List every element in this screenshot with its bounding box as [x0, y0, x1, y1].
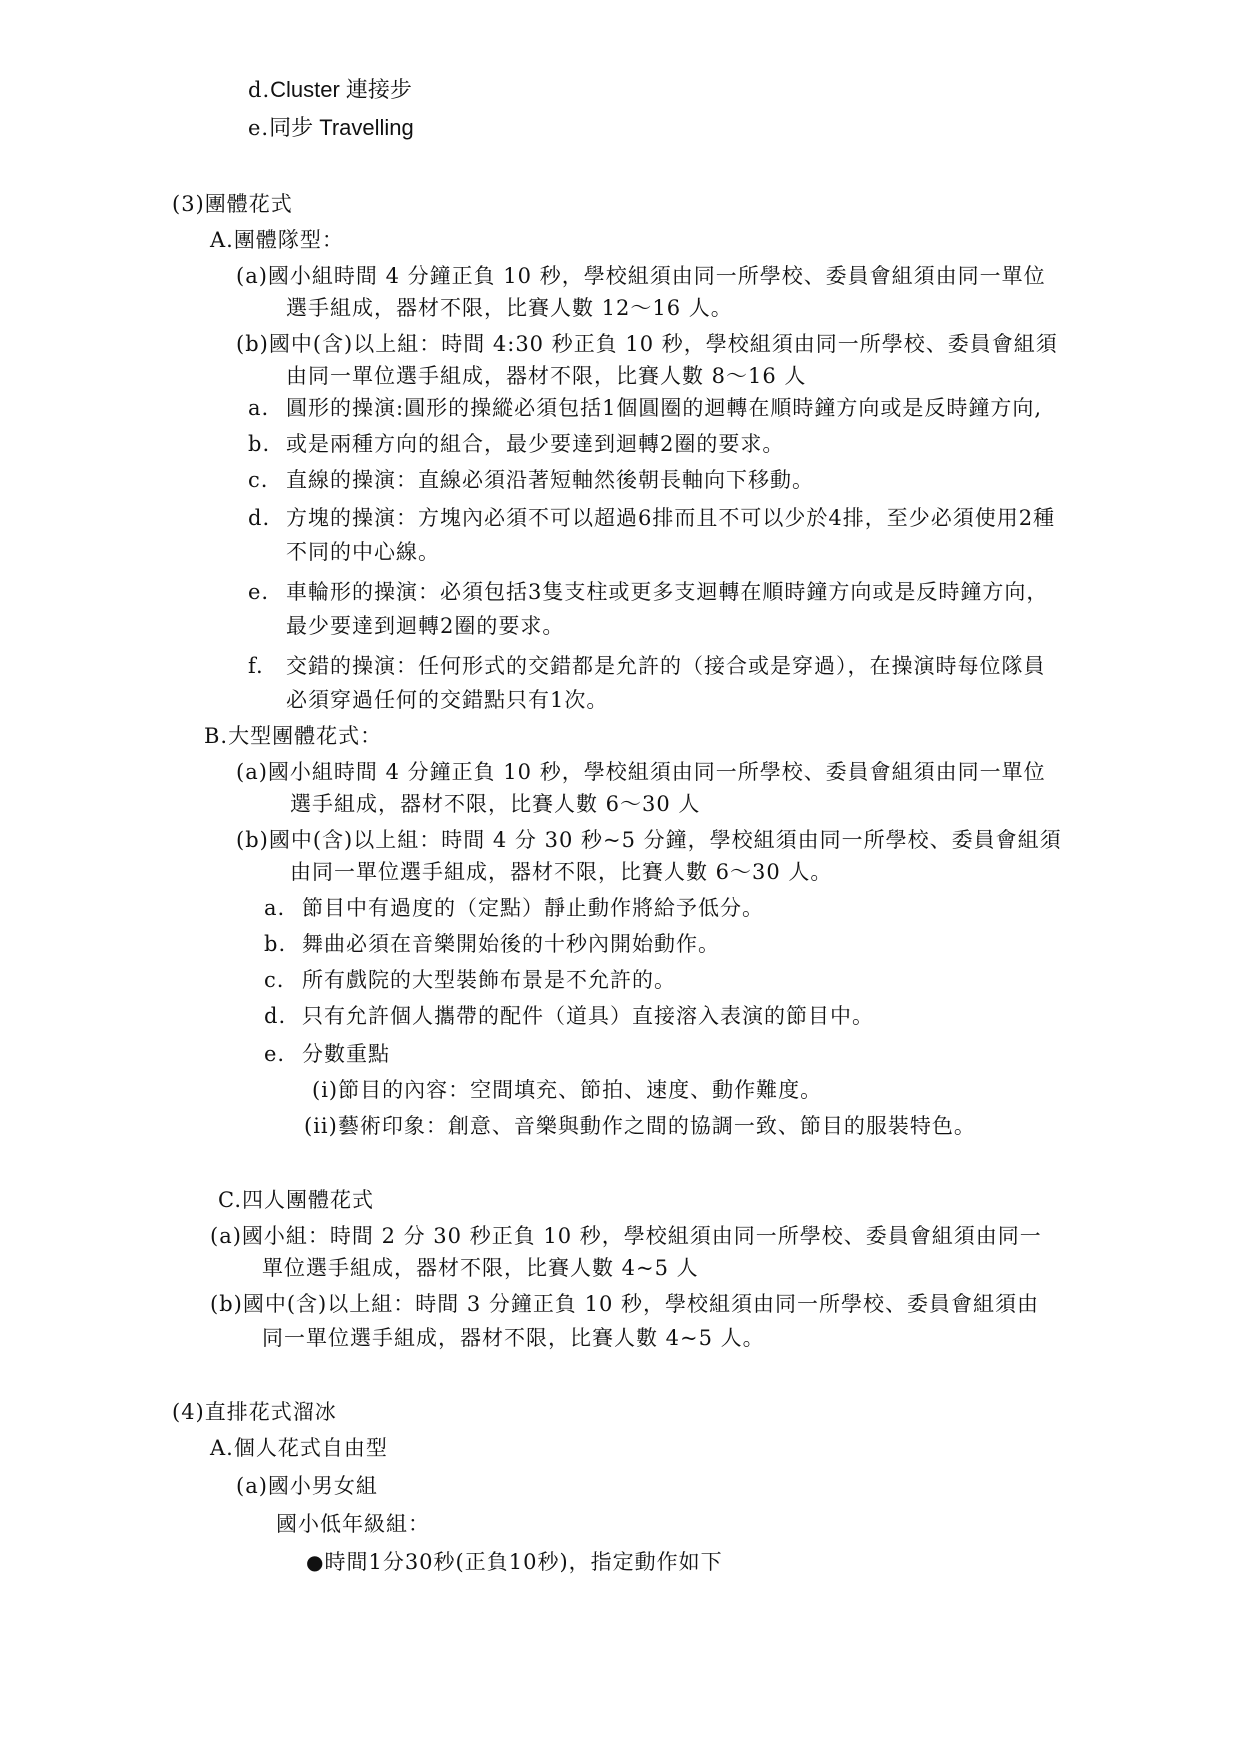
paragraph-line: 最少要達到迴轉2圈的要求。 [286, 614, 565, 638]
subsection-heading: A.個人花式自由型 [210, 1436, 388, 1460]
item-text: 直線的操演：直線必須沿著短軸然後朝長軸向下移動。 [286, 468, 814, 492]
item-marker: c. [248, 468, 269, 492]
list-item [248, 504, 1055, 532]
item-text: 方塊的操演：方塊內必須不可以超過6排而且不可以少於4排，至少必須使用2種 [286, 506, 1056, 530]
item-marker: e. [248, 116, 270, 140]
list-item [264, 1002, 874, 1030]
paragraph-line: (a)國小組時間 4 分鐘正負 10 秒，學校組須由同一所學校、委員會組須由同一單位 [236, 264, 1046, 288]
item-text: 只有允許個人攜帶的配件（道具）直接溶入表演的節目中。 [302, 1004, 874, 1028]
list-item [264, 930, 720, 958]
paragraph-line: 由同一單位選手組成，器材不限，比賽人數 8～16 人 [286, 364, 807, 388]
item-text: 車輪形的操演：必須包括3隻支柱或更多支迴轉在順時鐘方向或是反時鐘方向， [286, 580, 1049, 604]
item-text: 圓形的操演:圓形的操縱必須包括1個圓圈的迴轉在順時鐘方向或是反時鐘方向, [286, 396, 1043, 420]
item-marker: d. [248, 506, 271, 530]
list-item [264, 894, 764, 922]
paragraph-line: 同一單位選手組成，器材不限，比賽人數 4~5 人。 [262, 1326, 765, 1350]
item-marker: a. [264, 896, 286, 920]
list-item [248, 466, 814, 494]
list-item [248, 430, 784, 458]
item-marker: a. [248, 396, 270, 420]
paragraph-line: (b)國中(含)以上組：時間 4 分 30 秒~5 分鐘，學校組須由同一所學校、委員會組須 [236, 828, 1062, 852]
paragraph-line: (a)國小組：時間 2 分 30 秒正負 10 秒，學校組須由同一所學校、委員會組須由同一 [210, 1224, 1042, 1248]
list-item [248, 652, 1046, 680]
paragraph-line: 選手組成，器材不限，比賽人數 6～30 人 [290, 792, 701, 816]
item-marker: b. [248, 432, 271, 456]
item-marker: b. [264, 932, 287, 956]
paragraph-line: 選手組成，器材不限，比賽人數 12～16 人。 [286, 296, 733, 320]
paragraph-line: 國小低年級組： [276, 1512, 430, 1536]
list-item [306, 1548, 723, 1576]
item-text: 交錯的操演：任何形式的交錯都是允許的（接合或是穿過），在操演時每位隊員 [286, 654, 1046, 678]
paragraph-line: (b)國中(含)以上組：時間 3 分鐘正負 10 秒，學校組須由同一所學校、委員會組須由 [210, 1292, 1039, 1316]
item-marker: e. [264, 1042, 286, 1066]
item-marker: d. [264, 1004, 287, 1028]
list-item [248, 114, 414, 142]
paragraph-line: 不同的中心線。 [286, 540, 440, 564]
item-text: 或是兩種方向的組合，最少要達到迴轉2圈的要求。 [286, 432, 785, 456]
paragraph-line: (a)國小組時間 4 分鐘正負 10 秒，學校組須由同一所學校、委員會組須由同一單位 [236, 760, 1046, 784]
item-text: 節目中有過度的（定點）靜止動作將給予低分。 [302, 896, 764, 920]
item-text: 同步 Travelling [269, 115, 414, 140]
paragraph-line: 由同一單位選手組成，器材不限，比賽人數 6～30 人。 [290, 860, 833, 884]
section-heading: (4)直排花式溜冰 [172, 1400, 337, 1424]
item-text: 舞曲必須在音樂開始後的十秒內開始動作。 [302, 932, 720, 956]
paragraph-line: 必須穿過任何的交錯點只有1次。 [286, 688, 609, 712]
list-item [248, 578, 1048, 606]
paragraph-line: (i)節目的內容：空間填充、節拍、速度、動作難度。 [312, 1078, 823, 1102]
paragraph-line: (a)國小男女組 [236, 1474, 378, 1498]
subsection-heading: C.四人團體花式 [218, 1188, 374, 1212]
paragraph-line: (b)國中(含)以上組：時間 4:30 秒正負 10 秒，學校組須由同一所學校、委員會組須 [236, 332, 1058, 356]
list-item [248, 76, 412, 104]
subsection-heading: A.團體隊型： [210, 228, 344, 252]
item-text: 時間1分30秒(正負10秒)，指定動作如下 [324, 1550, 723, 1574]
list-item [264, 1040, 390, 1068]
item-marker: e. [248, 580, 270, 604]
bullet-icon: ● [306, 1550, 325, 1574]
item-text: Cluster 連接步 [270, 77, 412, 102]
item-marker: d. [248, 78, 271, 102]
paragraph-line: 單位選手組成，器材不限，比賽人數 4~5 人 [262, 1256, 699, 1280]
section-heading: (3)團體花式 [172, 192, 293, 216]
paragraph-line: (ii)藝術印象：創意、音樂與動作之間的協調一致、節目的服裝特色。 [304, 1114, 976, 1138]
item-marker: c. [264, 968, 285, 992]
subsection-heading: B.大型團體花式： [204, 724, 383, 748]
item-marker: f. [248, 654, 264, 678]
item-text: 所有戲院的大型裝飾布景是不允許的。 [302, 968, 676, 992]
list-item [264, 966, 676, 994]
list-item [248, 394, 1042, 422]
item-text: 分數重點 [302, 1042, 390, 1066]
